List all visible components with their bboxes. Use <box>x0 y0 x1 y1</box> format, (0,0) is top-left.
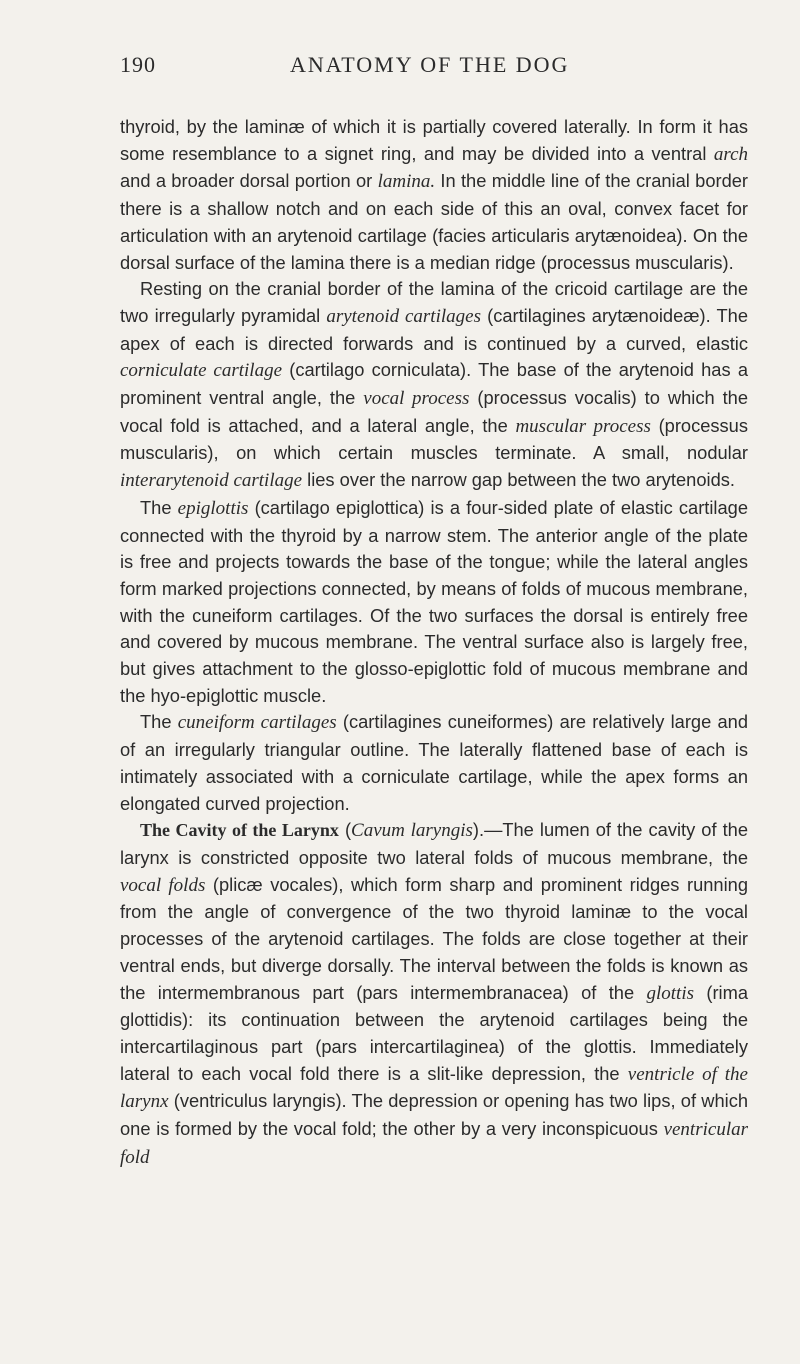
italic-term: Cavum laryngis <box>351 820 473 842</box>
running-title: ANATOMY OF THE DOG <box>290 52 570 77</box>
italic-term: ventricle of the larynx <box>120 1063 748 1113</box>
paragraph-cricoid-continued <box>120 114 748 276</box>
italic-term: vocal folds <box>120 874 206 896</box>
text-run: (processus vocalis) to which the vocal fold is attached, and a lateral angle, the <box>120 387 749 436</box>
paragraph-cuneiform <box>120 709 748 817</box>
italic-term: lamina. <box>377 171 436 193</box>
text-run: —The lumen of the cavity of the larynx is constricted opposite two lateral folds of mucous membrane, the <box>120 819 749 868</box>
text-run: (cartilagines cuneiformes) are relatively large and of an irregularly triangular outline. The laterally flattened base of each is intimately associated with a corniculate cartilage, while the apex forms an elongated curved projection. <box>120 711 748 814</box>
section-heading: The Cavity of the Larynx <box>140 820 339 841</box>
italic-term: interarytenoid cartilage <box>120 470 303 492</box>
text-run: (ventriculus laryngis). The depression or opening has two lips, of which one is formed by the vocal fold; the other by a very inconspicuous <box>120 1090 748 1140</box>
text-run: (cartilago corniculata). The base of the arytenoid has a prominent ventral angle, the <box>120 359 748 409</box>
paragraph-cavity-of-larynx <box>120 817 748 1171</box>
italic-term: cuneiform cartilages <box>177 712 337 734</box>
italic-term: arytenoid cartilages <box>326 305 481 327</box>
text-run: ( <box>338 819 352 841</box>
body-text <box>120 114 748 1171</box>
text-run: Resting on the cranial border of the lamina of the cricoid cartilage are the two irregularly pyramidal <box>120 278 748 326</box>
text-run: The <box>140 711 178 733</box>
italic-term: muscular process <box>515 415 651 437</box>
text-run: ). <box>472 819 485 841</box>
page-number: 190 <box>120 52 156 77</box>
text-run: and a broader dorsal portion or <box>120 170 378 192</box>
text-run: thyroid, by the laminæ of which it is partially covered laterally. In form it has some resemblance to a signet ring, and may be divided into a ventral <box>120 116 748 164</box>
italic-term: glottis <box>646 982 694 1004</box>
page-header <box>120 52 748 88</box>
text-run: lies over the narrow gap between the two arytenoids. <box>302 469 735 491</box>
italic-term: vocal process <box>363 388 470 410</box>
text-run: In the middle line of the cranial border there is a shallow notch and on each side of this an oval, convex facet for articulation with an arytenoid cartilage (facies articularis arytænoidea). On the dorsal surface of the lamina there is a median ridge (processus muscularis). <box>120 170 748 273</box>
text-run: (cartilago epiglottica) is a four-sided plate of elastic cartilage connected with the thyroid by a narrow stem. The anterior angle of the plate is free and projects towards the base of the tongue; while the lateral angles form marked projections connected, by means of folds of mucous membrane, with the cuneiform cartilages. Of the two surfaces the dorsal is entirely free and covered by mucous membrane. The ventral surface also is largely free, but gives attachment to the glosso-epiglottic fold of mucous membrane and the hyo-epiglottic muscle. <box>120 496 748 706</box>
paragraph-arytenoid <box>120 276 748 495</box>
text-run: (cartilagines arytænoideæ). The apex of each is directed forwards and is continued by a curved, elastic <box>120 304 748 354</box>
italic-term: ventricular fold <box>120 1119 748 1168</box>
text-run: (processus muscularis), on which certain muscles terminate. A small, nodular <box>120 414 748 464</box>
italic-term: corniculate cartilage <box>120 360 283 382</box>
text-run: (rima glottidis): its continuation between the arytenoid cartilages being the intercartilaginous part (pars intercartilaginea) of the glottis. Immediately lateral to each vocal fold there is a slit-like depression, the <box>120 981 748 1084</box>
italic-term: epiglottis <box>177 497 249 519</box>
paragraph-epiglottis <box>120 495 748 710</box>
text-run: The <box>140 496 178 518</box>
text-run: (plicæ vocales), which form sharp and prominent ridges running from the angle of convergence of the two thyroid laminæ to the vocal processes of the arytenoid cartilages. The folds are close together at their ventral ends, but diverge dorsally. The interval between the folds is known as the intermembranous part (pars intermembranacea) of the <box>120 873 748 1003</box>
italic-term: arch <box>713 143 748 165</box>
